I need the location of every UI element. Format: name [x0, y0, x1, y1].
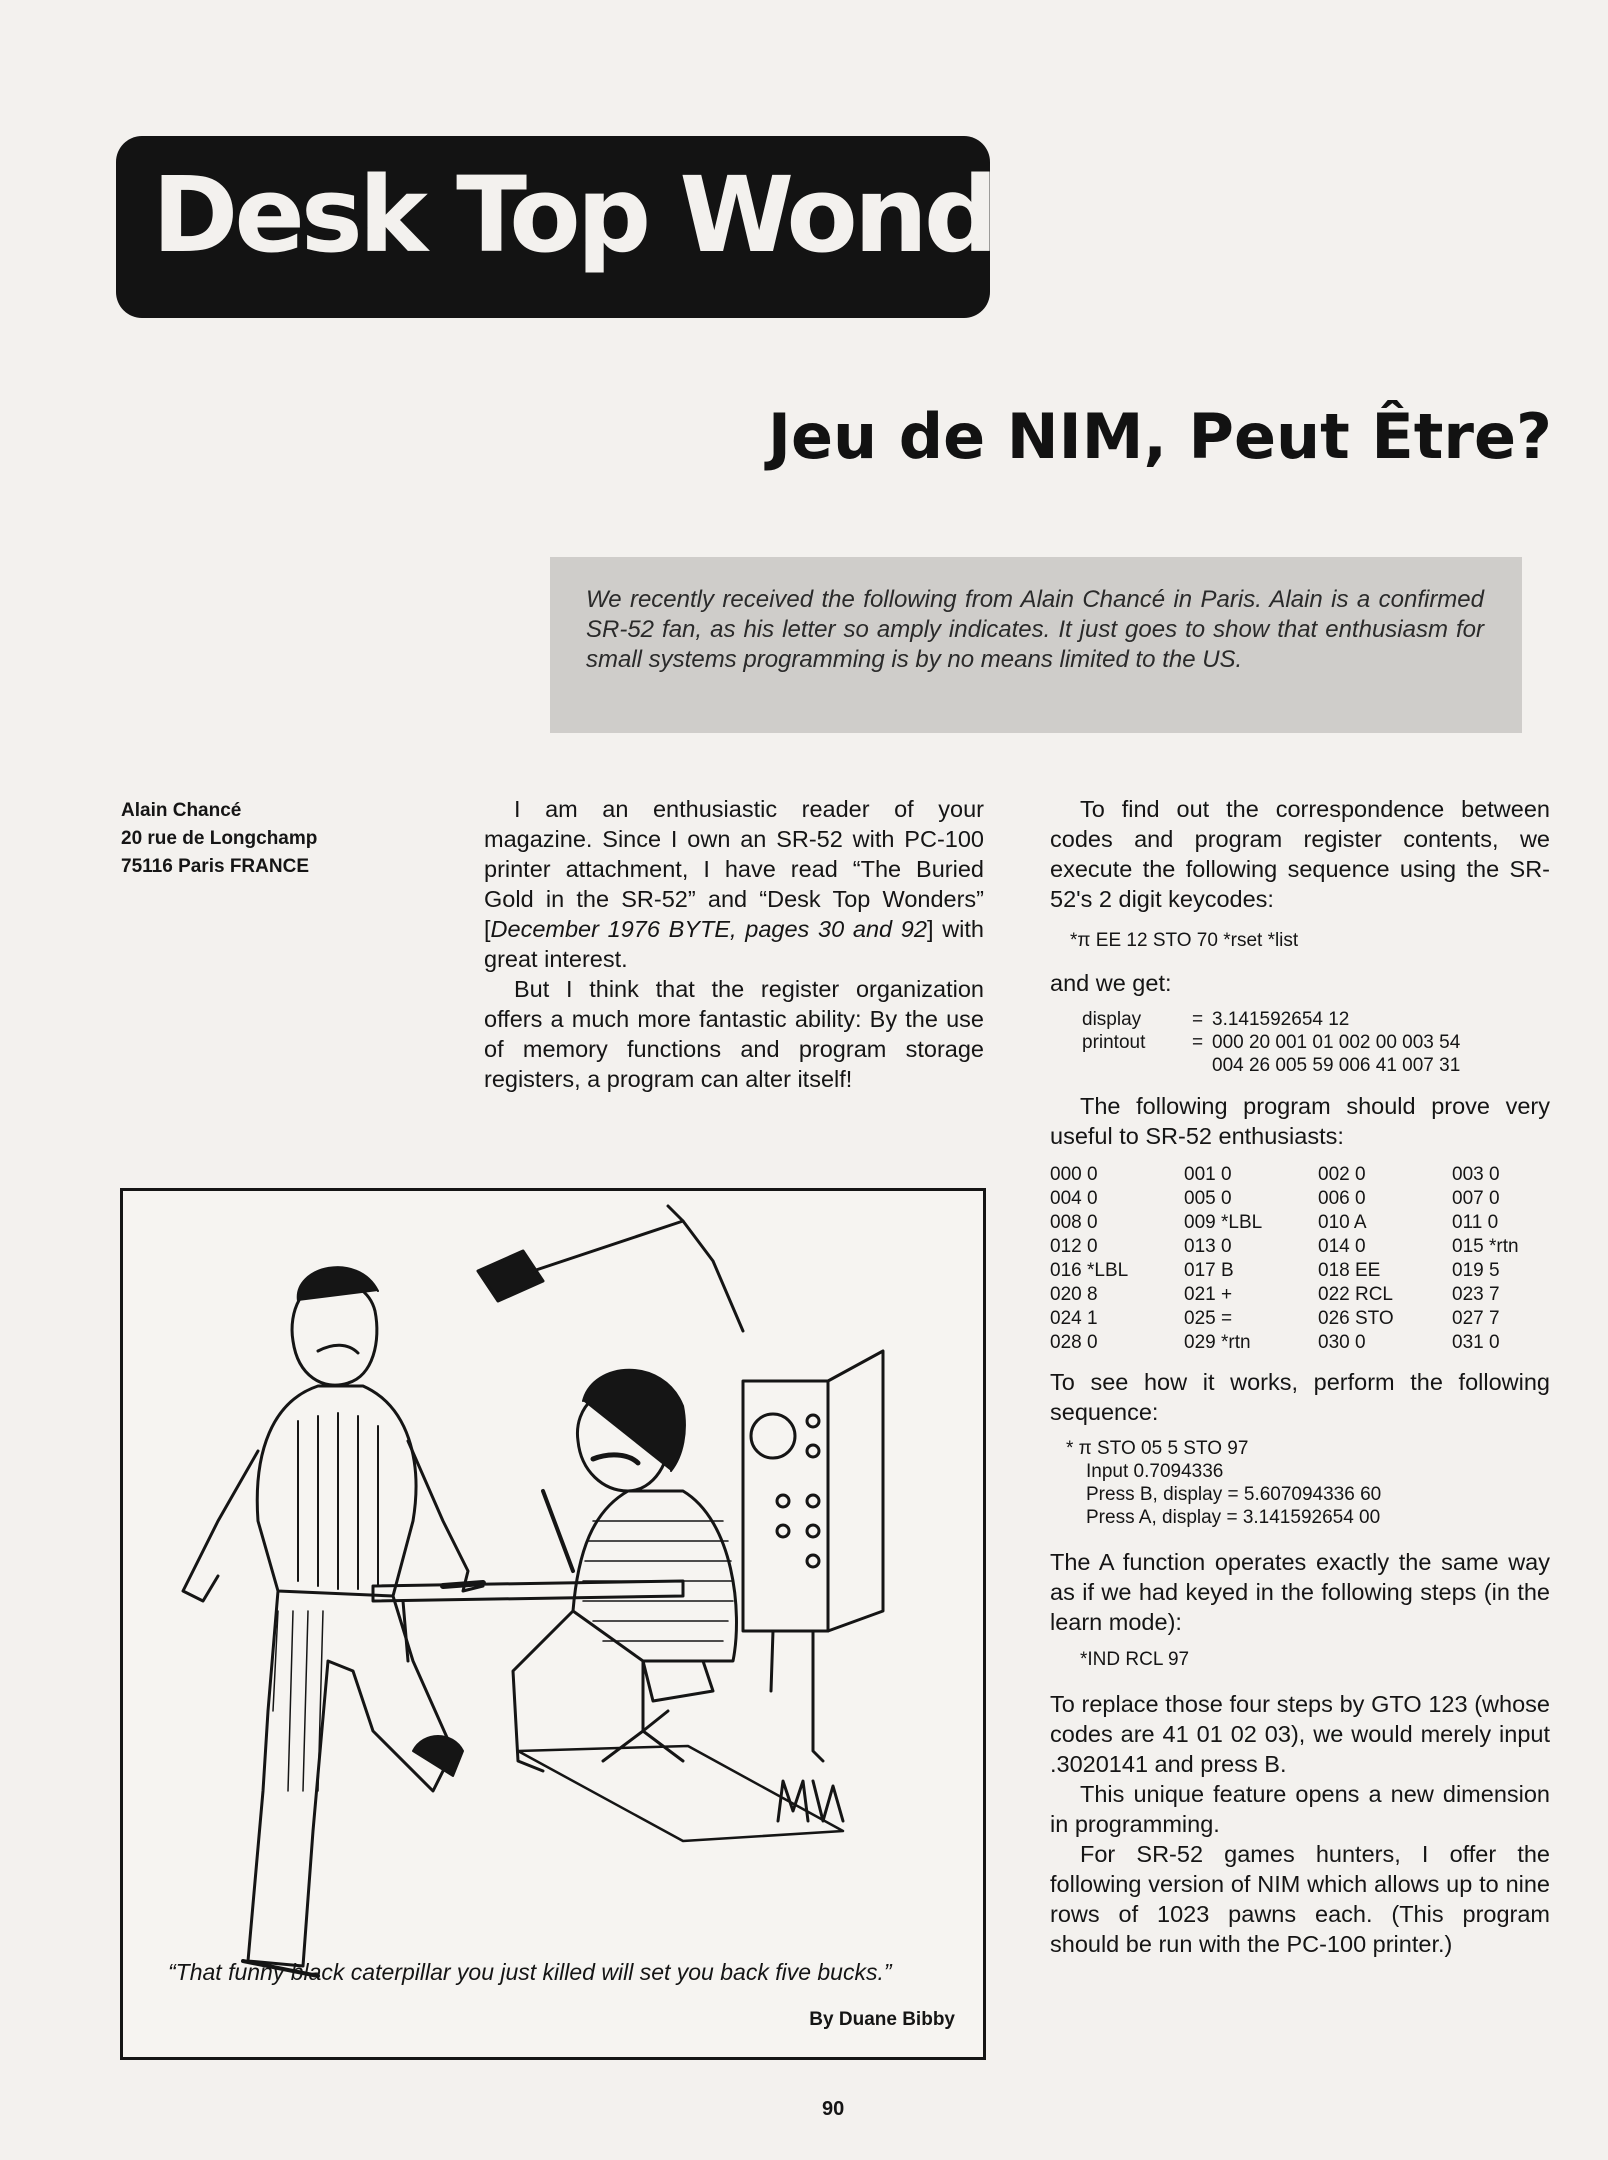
column-banner — [116, 136, 1167, 318]
banner-title: Desk Top Wonders — [152, 154, 1167, 276]
paragraph: This unique feature opens a new dimension in programming. — [1050, 1781, 1550, 1837]
program-step: 022 RCL — [1318, 1284, 1393, 1305]
program-step: 010 A — [1318, 1212, 1367, 1233]
printout-value: 000 20 001 01 002 00 003 54 — [1212, 1032, 1461, 1053]
program-step: 026 STO — [1318, 1308, 1394, 1329]
program-step: 005 0 — [1184, 1188, 1232, 1209]
program-step: 021 + — [1184, 1284, 1233, 1305]
program-step: 023 7 — [1452, 1284, 1500, 1305]
address-line-name: Alain Chancé — [121, 800, 242, 821]
sequence-line: Press A, display = 3.141592654 00 — [1086, 1507, 1381, 1528]
learn-mode-steps: *IND RCL 97 — [1080, 1649, 1190, 1670]
article-headline: Jeu de NIM, Peut Être? — [767, 400, 1552, 473]
test-sequence — [1066, 1437, 1550, 1529]
printout-value: 004 26 005 59 006 41 007 31 — [1212, 1055, 1461, 1076]
address-line-city: 75116 Paris FRANCE — [121, 856, 309, 877]
output-readout — [1082, 1008, 1550, 1077]
paragraph: The following program should prove very useful to SR-52 enthusiasts: — [1050, 1093, 1550, 1149]
cartoon-caption: “That funny black caterpillar you just killed will set you back five bucks.” — [168, 1959, 892, 1985]
address-line-street: 20 rue de Longchamp — [121, 828, 318, 849]
sequence-line: * π STO 05 5 STO 97 — [1066, 1438, 1249, 1459]
program-step: 024 1 — [1050, 1308, 1098, 1329]
program-step: 017 B — [1184, 1260, 1234, 1281]
program-step: 004 0 — [1050, 1188, 1098, 1209]
cartoon-frame — [120, 1188, 986, 2060]
paragraph: For SR-52 games hunters, I offer the following version of NIM which allows up to nine rows of 1023 pawns each. (This program should be run with the PC-100 printer.) — [1050, 1841, 1550, 1957]
program-step: 002 0 — [1318, 1164, 1366, 1185]
program-step: 015 *rtn — [1452, 1236, 1519, 1257]
cartoon-illustration — [123, 1191, 983, 2057]
program-step: 003 0 — [1452, 1164, 1500, 1185]
equals-sign: = — [1192, 1032, 1204, 1053]
paragraph: The A function operates exactly the same way as if we had keyed in the following steps (in the learn mode): — [1050, 1549, 1550, 1635]
display-value: 3.141592654 12 — [1212, 1009, 1350, 1030]
text-run: ] with great interest. — [484, 916, 984, 972]
program-step: 014 0 — [1318, 1236, 1366, 1257]
cartoon-credit: By Duane Bibby — [809, 2009, 955, 2030]
sequence-line: Input 0.7094336 — [1086, 1461, 1224, 1482]
printout-label: printout — [1082, 1032, 1146, 1053]
program-step: 006 0 — [1318, 1188, 1366, 1209]
paragraph: To replace those four steps by GTO 123 (whose codes are 41 01 02 03), we would merely input .3020141 and press B. — [1050, 1691, 1550, 1777]
paragraph — [484, 794, 984, 974]
text-column-right — [1050, 794, 1550, 1959]
program-step: 008 0 — [1050, 1212, 1098, 1233]
program-step: 020 8 — [1050, 1284, 1098, 1305]
citation: December 1976 BYTE, pages 30 and 92 — [490, 916, 927, 942]
program-step: 007 0 — [1452, 1188, 1500, 1209]
equals-sign: = — [1192, 1009, 1204, 1030]
paragraph: To see how it works, perform the following sequence: — [1050, 1369, 1550, 1425]
program-step: 016 *LBL — [1050, 1260, 1129, 1281]
program-step: 012 0 — [1050, 1236, 1098, 1257]
sequence-line: Press B, display = 5.607094336 60 — [1086, 1484, 1382, 1505]
program-step: 011 0 — [1452, 1212, 1499, 1233]
page-number: 90 — [822, 2098, 845, 2120]
text-column-middle — [484, 794, 984, 1094]
paragraph: To find out the correspondence between codes and program register contents, we execute the following sequence using the SR-52's 2 digit keycodes: — [1050, 796, 1550, 912]
paragraph: But I think that the register organization offers a much more fantastic ability: By the use of memory functions and program storage registers, a program can alter itself! — [484, 976, 984, 1092]
program-step: 030 0 — [1318, 1332, 1366, 1353]
author-address — [121, 797, 317, 881]
program-listing — [1050, 1163, 1550, 1355]
program-step: 019 5 — [1452, 1260, 1500, 1281]
keycode-sequence: *π EE 12 STO 70 *rset *list — [1070, 930, 1299, 951]
program-step: 018 EE — [1318, 1260, 1381, 1281]
program-step: 013 0 — [1184, 1236, 1232, 1257]
program-step: 029 *rtn — [1184, 1332, 1251, 1353]
program-step: 009 *LBL — [1184, 1212, 1263, 1233]
intro-box: We recently received the following from Alain Chancé in Paris. Alain is a confirmed SR-52 fan, as his letter so amply indicates. It just goes to show that enthusiasm for small systems programming is by no means limited to the US. — [550, 557, 1522, 733]
program-step: 000 0 — [1050, 1164, 1098, 1185]
program-step: 031 0 — [1452, 1332, 1500, 1353]
program-step: 027 7 — [1452, 1308, 1500, 1329]
display-label: display — [1082, 1009, 1142, 1030]
paragraph: and we get: — [1050, 970, 1172, 996]
text-run: I am an enthusiastic reader of your magazine. Since I own an SR-52 with PC-100 printer attachment, I have read “The Buried Gold in the SR-52” and “Desk Top Wonders” [ — [484, 796, 984, 942]
program-step: 028 0 — [1050, 1332, 1098, 1353]
program-step: 025 = — [1184, 1308, 1233, 1329]
program-step: 001 0 — [1184, 1164, 1232, 1185]
